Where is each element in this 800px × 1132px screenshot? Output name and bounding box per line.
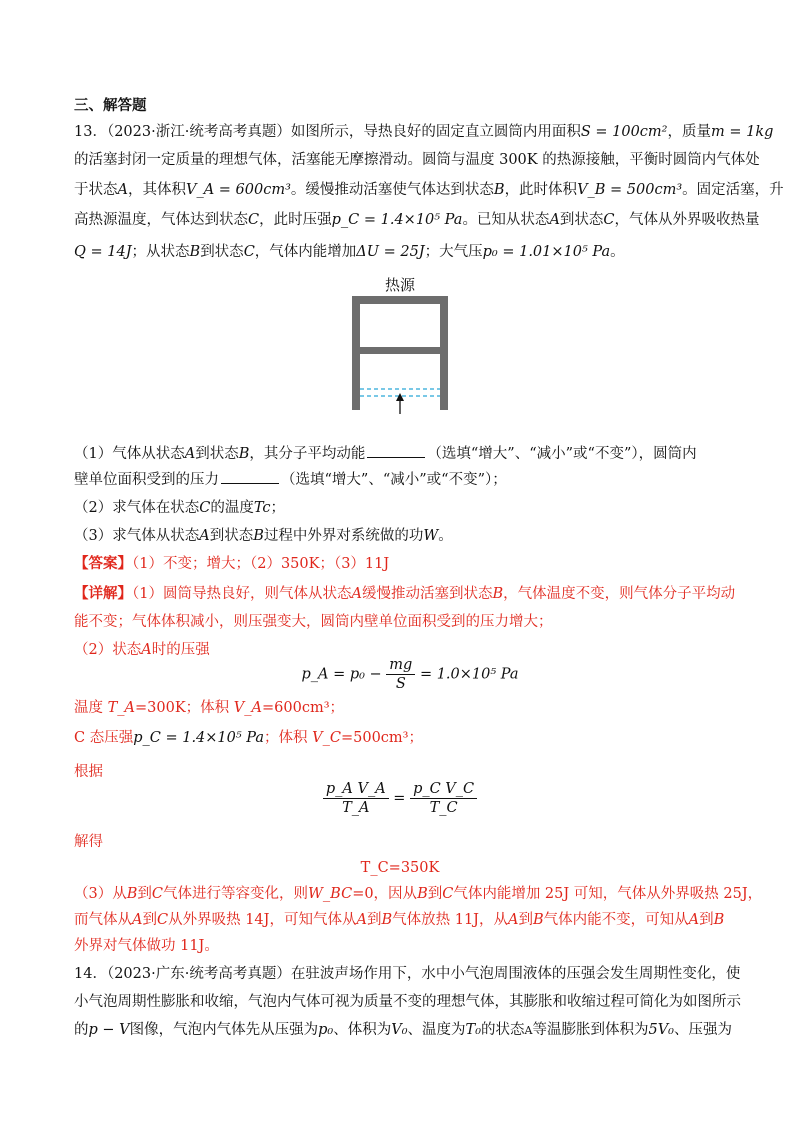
var: A: [688, 912, 700, 928]
tc-result: T_C=350K: [360, 860, 440, 876]
text: 到状态: [195, 446, 239, 462]
var: B: [238, 446, 250, 462]
text: 。缓慢推动活塞使气体达到状态: [290, 182, 494, 198]
text: ，质量: [667, 124, 711, 140]
var: B: [126, 886, 138, 902]
q14-line-2: 小气泡周期性膨胀和收缩，气泡内气体可视为质量不变的理想气体，其膨胀和收缩过程可简化为如图所示: [74, 994, 741, 1010]
text: 过程中外界对系统做的功: [263, 528, 424, 544]
var: B: [253, 528, 264, 544]
formula: p − V: [88, 1022, 130, 1038]
answer-text: （1）不变；增大；（2）350K；（3）11J: [132, 556, 390, 572]
text: 。固定活塞，升: [682, 182, 784, 198]
text: 而气体从: [74, 912, 132, 928]
text: （2）求气体在状态: [74, 500, 200, 516]
text: 温度: [74, 700, 108, 716]
eq-rhs: = 1.0×10⁵ Pa: [419, 666, 519, 683]
var: A: [117, 182, 128, 198]
var: C: [243, 244, 255, 260]
solve-line: 解得: [74, 834, 103, 850]
var: C: [603, 212, 615, 228]
text: 、压强为: [673, 1022, 732, 1038]
q14-line-1: [74, 960, 741, 988]
text: 到: [518, 912, 533, 928]
var: Tc: [253, 500, 271, 516]
var: T₀: [465, 1022, 482, 1038]
text: ，其分子平均动能: [249, 446, 366, 462]
q13-sub1-line-1: [74, 440, 734, 468]
denominator: T_C: [429, 800, 458, 816]
text: 气体内能增加 25J 可知，气体从外界吸热 25J，: [453, 886, 763, 902]
text: ，其体积: [127, 182, 186, 198]
denominator: T_A: [342, 800, 370, 816]
q14-source: （2023·广东·统考高考真题）: [106, 966, 291, 982]
text: （3）从: [74, 886, 127, 902]
var: A: [184, 446, 196, 462]
text: 壁单位面积受到的压力: [74, 472, 219, 488]
q14-line-3: [74, 1016, 734, 1045]
var: C: [248, 212, 260, 228]
var: B: [417, 886, 428, 902]
var: T_A: [107, 700, 136, 716]
text: 的状态: [481, 1022, 525, 1038]
text: =500cm³；: [340, 730, 423, 746]
text: 于状态: [74, 182, 118, 198]
text: 。: [610, 244, 625, 260]
text: ；: [270, 500, 286, 516]
detail-line-5: [74, 906, 734, 934]
temperature-line: [74, 694, 734, 722]
text: 缓慢推动活塞到状态: [361, 586, 493, 602]
text: 等温膨胀到体积为: [532, 1022, 649, 1038]
detail-line-2: 能不变；气体体积减小，则压强变大，圆筒内壁单位面积受到的压力增大；: [74, 614, 553, 630]
answer-tag: 【答案】: [74, 555, 132, 572]
numerator: mg: [386, 656, 415, 675]
var: A: [549, 212, 560, 228]
text: 气体内能不变，可知从: [543, 912, 689, 928]
formula: p_C = 1.4×10⁵ Pa: [331, 212, 463, 228]
var: C: [442, 886, 454, 902]
text: 从外界吸热 14J，可知气体从: [168, 912, 357, 928]
text: 高热源温度，气体达到状态: [74, 212, 248, 228]
text: 到: [699, 912, 714, 928]
var: C: [151, 886, 163, 902]
text: 气体放热 11J，从: [392, 912, 508, 928]
var: A: [132, 912, 143, 928]
numerator: p_C V_C: [410, 780, 477, 799]
piston: [360, 347, 440, 354]
var: A: [351, 586, 362, 602]
formula: S = 100cm²: [580, 124, 668, 140]
text: 到: [427, 886, 443, 902]
q13-sub2: [74, 494, 734, 522]
text: =600cm³；: [262, 700, 345, 716]
var: B: [532, 912, 544, 928]
detail-tag: 【详解】: [74, 585, 132, 602]
text: 到: [142, 912, 157, 928]
equation-gas-law: [320, 780, 480, 817]
q13-line-2: 的活塞封闭一定质量的理想气体，活塞能无摩擦滑动。圆筒与温度 300K 的热源接触，平衡时圆筒内气体处: [74, 152, 760, 168]
detail-line-4: [74, 880, 763, 908]
cylinder-right-wall: [440, 296, 448, 410]
text: C 态压强: [74, 730, 134, 746]
text: 到状态: [200, 244, 244, 260]
q14-number: 14．: [74, 966, 107, 982]
answer-blank-1[interactable]: [367, 443, 425, 458]
text: 、体积为: [333, 1022, 392, 1038]
cylinder-left-wall: [352, 296, 360, 410]
basis-line: 根据: [74, 764, 103, 780]
text: 、温度为: [407, 1022, 466, 1038]
var: B: [713, 912, 725, 928]
formula: m = 1kg: [711, 124, 774, 140]
text: ，气体从外界吸收热量: [614, 212, 760, 228]
var: W_BC: [308, 886, 353, 902]
text: （1）圆筒导热良好，则气体从状态: [132, 586, 352, 602]
text: 的温度: [210, 500, 254, 516]
var: V_A: [233, 700, 262, 716]
cylinder-diagram: [340, 272, 460, 416]
formula: V_B = 500cm³: [577, 182, 683, 198]
text: ，气体温度不变，则气体分子平均动: [503, 586, 736, 602]
answer-blank-2[interactable]: [221, 469, 279, 484]
text: （选填“增大”、“减小”或“不变”），圆筒内: [427, 446, 697, 462]
formula: 5V₀: [648, 1022, 674, 1038]
text: （2）状态: [74, 642, 142, 658]
var: C: [199, 500, 211, 516]
var: B: [493, 182, 505, 198]
heat-source-label: 热源: [384, 276, 416, 294]
fraction-right: [410, 780, 477, 817]
var: A: [356, 912, 367, 928]
formula: p₀ = 1.01×10⁵ Pa: [482, 244, 611, 260]
var: B: [189, 244, 201, 260]
q13-line-4: [74, 206, 760, 234]
section-heading: 三、解答题: [74, 97, 147, 114]
var: V₀: [391, 1022, 408, 1038]
equals-sign: =: [393, 790, 406, 807]
text: 。: [438, 528, 453, 544]
q13-sub1-line-2: [74, 466, 734, 494]
var: W: [423, 528, 439, 544]
q13-line-3: [74, 176, 784, 204]
fraction-mg-over-S: [386, 656, 415, 693]
eq-lhs: p_A = p₀ −: [301, 666, 382, 683]
var: A: [199, 528, 210, 544]
text: 在驻波声场作用下，水中小气泡周围液体的压强会发生周期性变化，使: [290, 966, 741, 982]
detail-line-1: [74, 580, 734, 608]
numerator: p_A V_A: [323, 780, 389, 799]
q13-line-5: [74, 238, 734, 266]
text: （1）气体从状态: [74, 446, 185, 462]
formula: p_C = 1.4×10⁵ Pa: [133, 730, 265, 746]
q13-number: 13．: [74, 124, 107, 140]
text: 时的压强: [151, 642, 210, 658]
text: 气体进行等容变化，则: [163, 886, 308, 902]
text: =0，因从: [352, 886, 418, 902]
text: ；体积: [264, 730, 313, 746]
text: 到: [137, 886, 152, 902]
denominator: S: [395, 676, 406, 692]
text: （选填“增大”、“减小”或“不变”）；: [281, 472, 507, 488]
text: ，此时体积: [504, 182, 578, 198]
text: ；从状态: [131, 244, 190, 260]
text: 图像，气泡内气体先从压强为: [129, 1022, 319, 1038]
var: A: [507, 912, 519, 928]
heat-source-plate: [352, 296, 448, 304]
var: V_C: [312, 730, 341, 746]
var: C: [156, 912, 169, 928]
text: ，气体内能增加: [254, 244, 357, 260]
var: A: [141, 642, 152, 658]
var: B: [492, 586, 504, 602]
push-arrow-head: [396, 393, 404, 401]
text: ；大气压: [424, 244, 483, 260]
answer-line: [74, 550, 734, 578]
text: 到状态: [209, 528, 254, 544]
text: 如图所示，导热良好的固定直立圆筒内用面积: [290, 124, 581, 140]
text: （3）求气体从状态: [74, 528, 200, 544]
q13-source: （2023·浙江·统考高考真题）: [106, 124, 291, 140]
q13-sub3: [74, 522, 734, 550]
q13-line-1: [74, 118, 774, 146]
text: 到状态: [559, 212, 604, 228]
formula: ΔU = 25J: [356, 244, 425, 260]
equation-pA: [300, 656, 520, 693]
text: ，此时压强: [259, 212, 332, 228]
var: B: [381, 912, 393, 928]
formula: Q = 14J: [74, 244, 132, 260]
detail-line-6: 外界对气体做功 11J。: [74, 938, 219, 954]
formula: V_A = 600cm³: [185, 182, 291, 198]
stateC-line: [74, 724, 734, 752]
text: 的: [74, 1022, 89, 1038]
text: 。已知从状态: [462, 212, 550, 228]
fraction-left: [323, 780, 389, 817]
text: 到: [366, 912, 382, 928]
text: =300K；体积: [135, 700, 234, 716]
var: p₀: [318, 1022, 334, 1038]
var: A: [524, 1024, 533, 1037]
